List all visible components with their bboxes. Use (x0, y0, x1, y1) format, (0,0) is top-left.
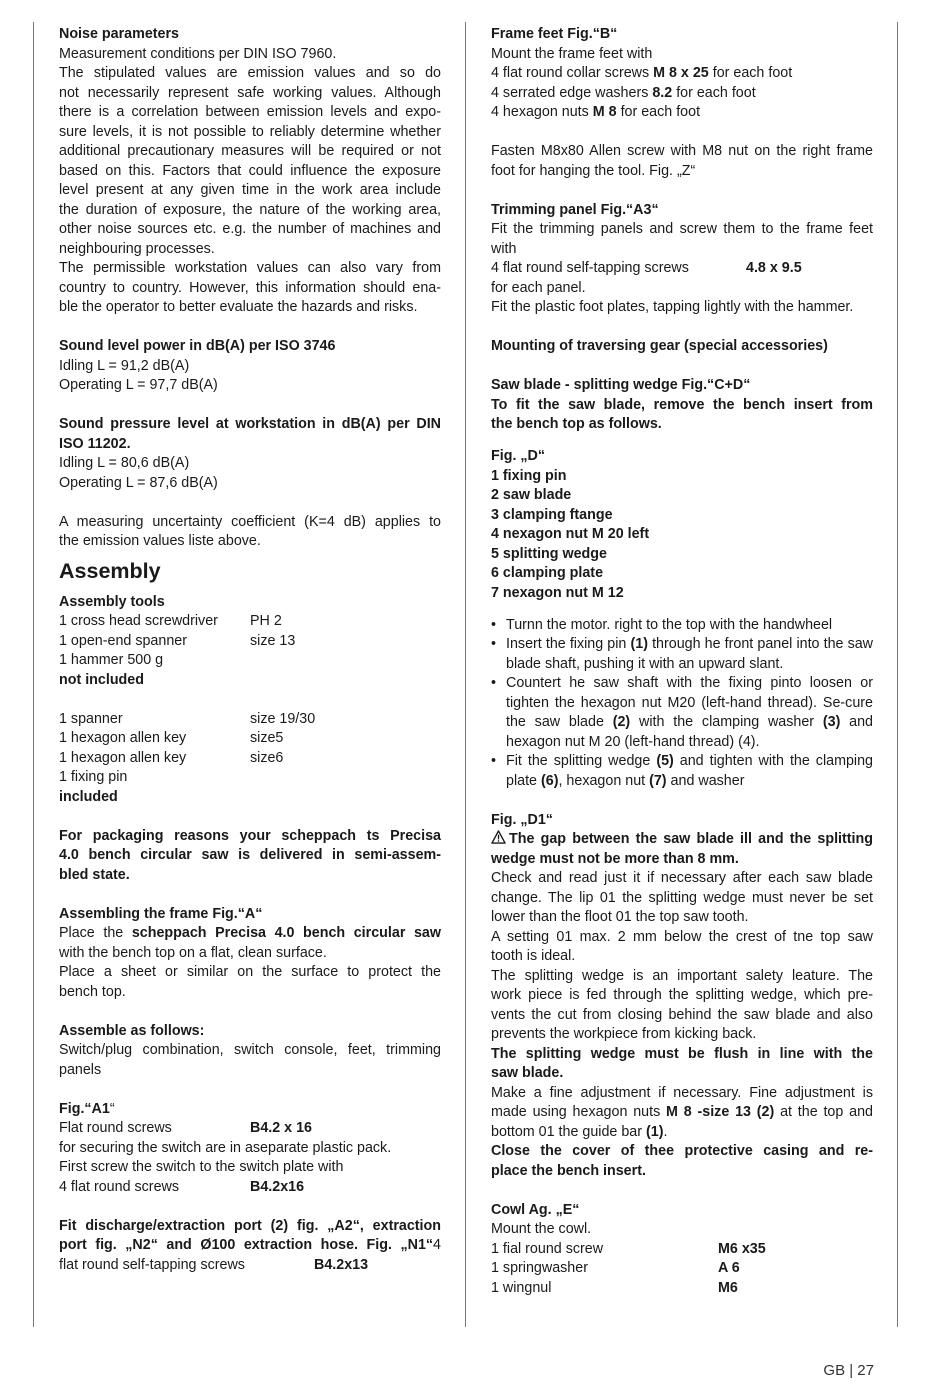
fasten-note: Fasten M8x80 Allen screw with M8 nut on the right frame (491, 143, 873, 159)
cowl-row: 1 wingnul M6 (491, 1279, 738, 1296)
packaging-note: For packaging reasons your scheppach ts Precisa (59, 827, 441, 844)
center-column-rule (465, 22, 466, 1327)
list-item: 4 nexagon nut M 20 left (491, 526, 650, 542)
feet-row: 4 flat round collar screws M 8 x 25 for each foot (491, 65, 793, 81)
list-item: 6 clamping plate (491, 565, 604, 581)
tool-row: 1 hammer 500 g (59, 652, 164, 668)
noise-paragraph-2: The permissible workstation values can also vary from country to country. However, this information should ena- ble the operator to better evaluate the hazards and risks. (59, 260, 441, 315)
warning-icon (491, 830, 506, 844)
sound-power-heading: Sound level power in dB(A) per ISO 3746 (59, 338, 336, 354)
a1-screw-row: 4 flat round screws B4.2x16 (59, 1178, 305, 1195)
bullet-item: • Insert the fixing pin (1) through he front panel into the saw blade shaft, pushing it with an upward slant. (491, 636, 873, 672)
assemble-heading: Assemble as follows: (59, 1022, 205, 1039)
bullet-icon: • (491, 675, 497, 691)
saw-blade-heading: Saw blade - splitting wedge Fig.“C+D“ (491, 377, 751, 393)
flush-note: The splitting wedge must be flush in line with the (491, 1045, 873, 1062)
assembly-title: Assembly (59, 558, 161, 583)
uncertainty-note-cont: the emission values liste above. (59, 533, 261, 549)
tool-row: 1 fixing pin (59, 769, 128, 785)
noise-paragraph-1: The stipulated values are emission values and so do not necessarily represent safe working values. Although there is a correlation between emission levels and expo- sure levels, it is not possible to reliably determine whether additional precautionary measures will be required or not based on this. Factors that could influence the exposure level present at any given time in the work area include the duration of exposure, the nature of the working area, other noise sources etc. e.g. the number of machines and neighbouring processes. (59, 65, 441, 257)
trim-screw-row: 4 flat round self-tapping screws 4.8 x 9.5 (491, 260, 802, 276)
trimming-heading: Trimming panel Fig.“A3“ (491, 201, 659, 218)
tool-row: 1 open-end spanner size 13 (59, 632, 296, 649)
left-column: Noise parameters Measurement conditions per DIN ISO 7960. The stipulated values are emission values and so do not necessarily represent safe working values. Although there is a correlation between emission levels and expo- sure levels, it is not possible to reliably determine whether additional precautionary measures will be required or not based on this. Factors that could influence the exposure level present at any given time in the work area include the duration of exposure, the nature of the working area, other noise sources etc. e.g. the number of machines and neighbouring processes. The permissible workstation values can also vary from country to country. However, this information should ena- ble the operator to better evaluate the hazards and risks. Sound level power in dB(A) per ISO 3746 Idling L = 91,2 dB(A) Operating L = 97,7 dB(A) Sound pressure level at workstation in dB(A) per DIN ISO 11202. Idling L = 80,6 dB(A) Operating L = 87,6 dB(A) A measuring uncertainty coefficient (K=4 dB) applies to the emission values liste above. Assembly Assembly tools 1 cross head screwdriver PH 2 1 open-end spanner size 13 1 hammer 500 g not included 1 spanner size 19/30 1 hexagon allen key size5 1 hexagon allen key size6 1 fixing pin included For packaging reasons your scheppach ts Precisa 4.0 bench circular saw is delivered in semi-assem- bled state. Assembling the frame Fig.“A“ Place the scheppach Precisa 4.0 bench circular saw with the bench top on a flat, clean surface. Place a sheet or similar on the surface to protect the bench top. Assemble as follows: Switch/plug combination, switch console, feet, trimming panels Fig.“A1“ Flat round screws B4.2 x 16 for securing the switch are in aseparate plastic pack. First screw the switch to the switch plate with 4 flat round screws B4.2x16 Fit discharge/extraction port (2) fig. „A2“, extraction port fig. „N2“ and Ø100 extraction hose. Fig. „N1“4 flat round self-tapping screws B4.2x13 (59, 25, 441, 1275)
cowl-row: 1 fial round screw M6 x35 (491, 1240, 766, 1257)
not-included-label: not included (59, 671, 144, 688)
bullet-item: • Fit the splitting wedge (5) and tighten with the clamping plate (6), hexagon nut (7) and washer (491, 753, 874, 789)
bullet-icon: • (491, 753, 497, 769)
list-item: 3 clamping ftange (491, 506, 613, 523)
bullet-item: • Turnn the motor. right to the top with the handwheel (491, 616, 873, 636)
feet-row: 4 hexagon nuts M 8 for each foot (491, 104, 701, 120)
sound-pressure-operating: Operating L = 87,6 dB(A) (59, 474, 218, 491)
sound-pressure-heading-cont: ISO 11202. (59, 435, 131, 452)
list-item: 7 nexagon nut M 12 (491, 584, 624, 601)
close-cover-note: Close the cover of thee protective casing and re- (491, 1143, 873, 1159)
assemble-list: Switch/plug combination, switch console, feet, trimming (59, 1042, 441, 1058)
noise-heading: Noise parameters (59, 26, 179, 42)
frame-line: Place the scheppach Precisa 4.0 bench circular saw (59, 925, 441, 941)
list-item: 5 splitting wedge (491, 545, 607, 562)
left-column-rule (33, 22, 34, 1327)
frame-heading: Assembling the frame Fig.“A“ (59, 905, 263, 922)
bullet-icon: • (491, 616, 497, 633)
fig-a2-heading: Fit discharge/extraction port (2) fig. „A2“, extraction (59, 1217, 441, 1234)
sound-power-idling: Idling L = 91,2 dB(A) (59, 357, 190, 374)
included-label: included (59, 788, 118, 805)
uncertainty-note: A measuring uncertainty coefficient (K=4 dB) applies to (59, 513, 441, 530)
list-item: 1 fixing pin (491, 467, 567, 484)
right-column: Frame feet Fig.“B“ Mount the frame feet with 4 flat round collar screws M 8 x 25 for each foot 4 serrated edge washers 8.2 for each foot 4 hexagon nuts M 8 for each foot Fasten M8x80 Allen screw with M8 nut on the right frame foot for hanging the tool. Fig. „Z“ Trimming panel Fig.“A3“ Fit the trimming panels and screw them to the frame feet with 4 flat round self-tapping screws 4.8 x 9.5 for each panel. Fit the plastic foot plates, tapping lightly with the hammer. Mounting of traversing gear (special accessories) Saw blade - splitting wedge Fig.“C+D“ To fit the saw blade, remove the bench insert from the bench top as follows. Fig. „D“ 1 fixing pin 2 saw blade 3 clamping ftange 4 nexagon nut M 20 left 5 splitting wedge 6 clamping plate 7 nexagon nut M 12 • Turnn the motor. right to the top with the handwheel • Insert the fixing pin (1) through he front panel into the saw blade shaft, pushing it with an upward slant. • Countert he saw shaft with the fixing pinto loosen or tighten the hexagon nut M20 (left-hand thread). Se-cure the saw blade (2) with the clamping washer (3) and hexagon nut M 20 (left-hand thread) (4). • Fit the splitting wedge (5) and tighten with the clamping plate (6), hexagon nut (7) and washer Fig. „D1“ The gap between the saw blade ill and the splitting wedge must not be more than 8 mm. Check and read just it if necessary after each saw blade change. The lip 01 the splitting wedge must never be set lower than the floot 01 the top saw tooth. A setting 01 max. 2 mm below the crest of tne top saw tooth is ideal. The splitting wedge is an important salety leature. The work piece is fed through the splitting wedge, which pre- vents the cut from closing behind the saw blade and also prevents the workpiece from kicking back. The splitting wedge must be flush in line with the saw blade. Make a fine adjustment if necessary. Fine adjustment is made using hexagon nuts M 8 -size 13 (2) at the top and bottom 01 the guide bar (1). Close the cover of thee protective casing and re- place the bench insert. Cowl Ag. „E“ Mount the cowl. 1 fial round screw M6 x35 1 springwasher A 6 1 wingnul M6 (491, 25, 873, 1298)
a1-screw-row: Flat round screws B4.2 x 16 (59, 1120, 312, 1136)
tool-row: 1 spanner size 19/30 (59, 710, 316, 727)
tool-row: 1 hexagon allen key size5 (59, 730, 284, 746)
fig-a1-heading: Fig.“A1“ (59, 1100, 115, 1117)
page-number: GB | 27 (823, 1362, 874, 1379)
cowl-heading: Cowl Ag. „E“ (491, 1201, 580, 1218)
sound-power-operating: Operating L = 97,7 dB(A) (59, 377, 218, 393)
traversing-gear-heading: Mounting of traversing gear (special accessories) (491, 338, 828, 354)
bullet-item: • Countert he saw shaft with the fixing pinto loosen or tighten the hexagon nut M20 (left-hand thread). Se-cure the saw blade (2) with the clamping washer (3) and hexagon nut M 20 (left-hand thread) (4). (491, 675, 874, 750)
feet-row: 4 serrated edge washers 8.2 for each foot (491, 84, 756, 101)
fig-d1-heading: Fig. „D1“ (491, 811, 553, 828)
cowl-row: 1 springwasher A 6 (491, 1260, 740, 1276)
right-column-rule (897, 22, 898, 1327)
sound-pressure-idling: Idling L = 80,6 dB(A) (59, 455, 190, 471)
assembly-tools-heading: Assembly tools (59, 593, 165, 610)
tool-row: 1 cross head screwdriver PH 2 (59, 613, 282, 629)
frame-feet-heading: Frame feet Fig.“B“ (491, 26, 618, 42)
noise-intro: Measurement conditions per DIN ISO 7960. (59, 45, 337, 62)
list-item: 2 saw blade (491, 487, 572, 503)
gap-warning: The gap between the saw blade ill and the splitting (491, 830, 873, 850)
fig-d-heading: Fig. „D“ (491, 448, 546, 464)
bullet-icon: • (491, 636, 497, 652)
sound-pressure-heading: Sound pressure level at workstation in dB(A) per DIN (59, 416, 441, 432)
a2-screw-row: flat round self-tapping screws B4.2x13 (59, 1256, 369, 1273)
tool-row: 1 hexagon allen key size6 (59, 749, 284, 766)
